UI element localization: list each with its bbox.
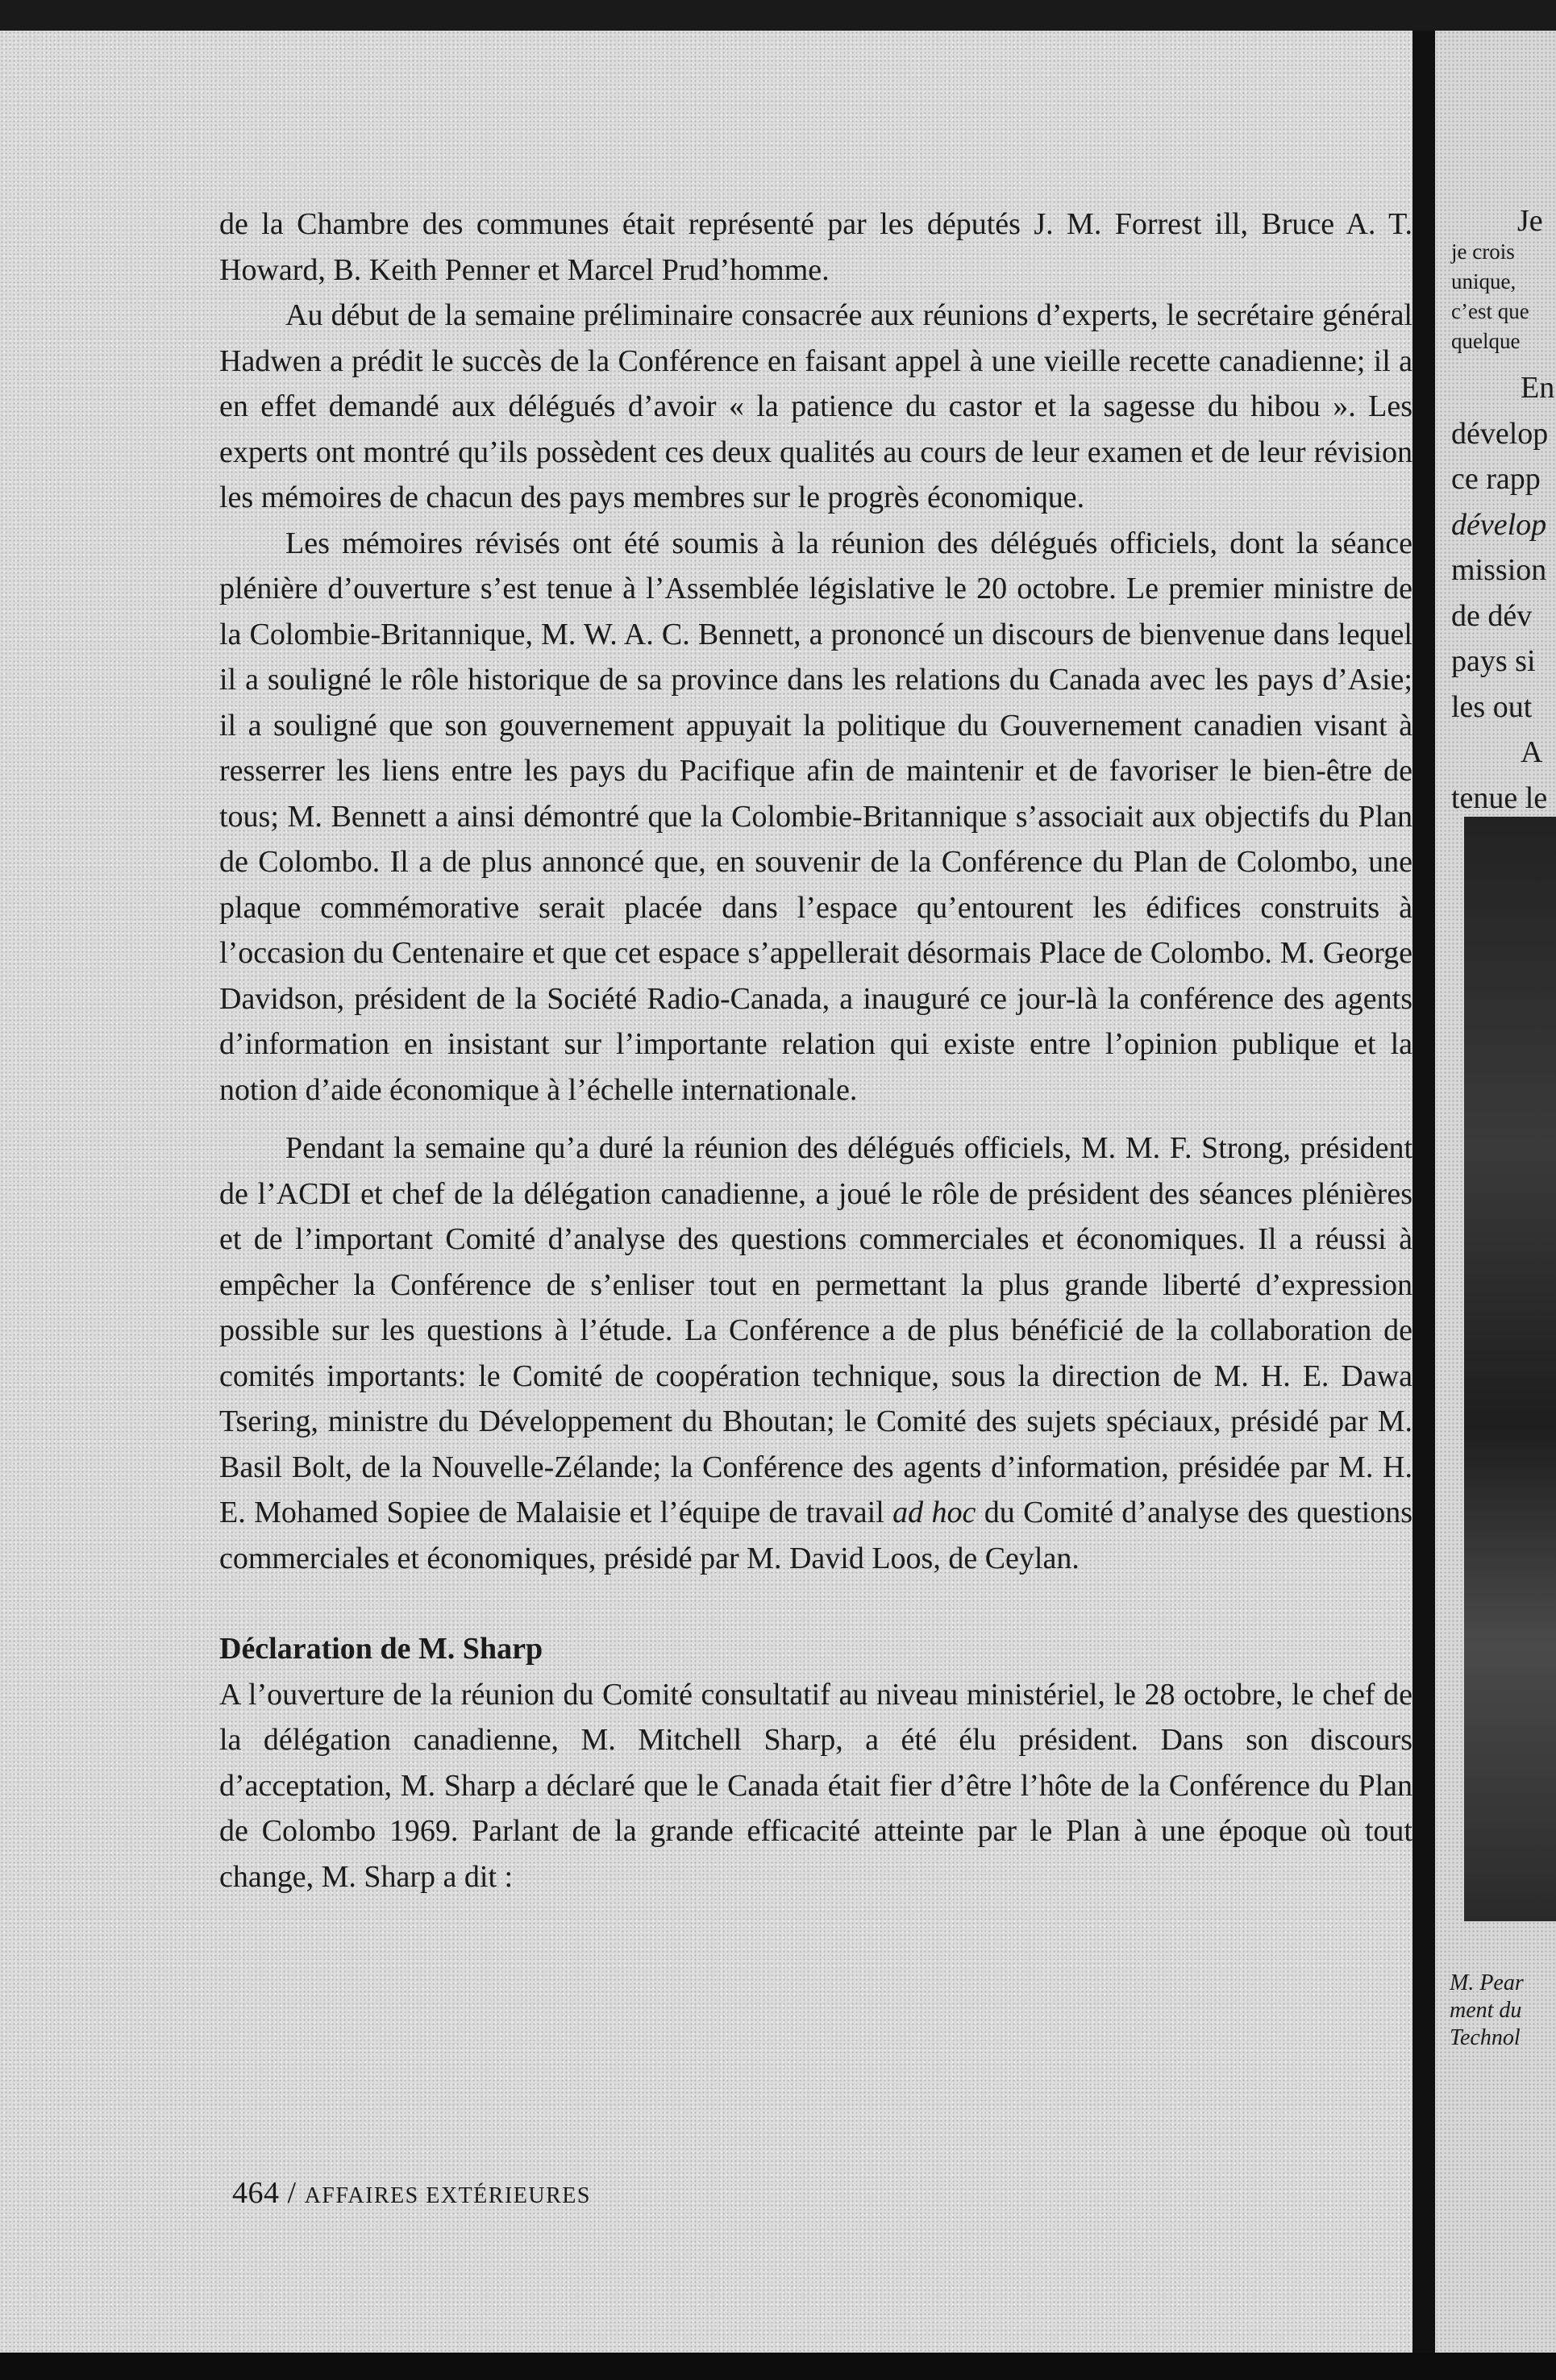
scanned-page-right xyxy=(1435,31,1556,2353)
page-number: 464 xyxy=(232,2176,280,2210)
next-page-line: je crois xyxy=(1451,239,1515,264)
next-page-line: pays si xyxy=(1451,644,1536,678)
scan-border-bottom xyxy=(0,2353,1556,2380)
caption-line: M. Pear xyxy=(1450,1970,1524,1995)
footer-separator: / xyxy=(287,2176,297,2210)
photo-fragment xyxy=(1464,817,1556,1921)
paragraph-1: de la Chambre des communes était représenté par les députés J. M. Forrest ill, Bruce A. T. Howard, B. Keith Penner et Marcel Prud’homme. xyxy=(219,207,1412,287)
next-page-line: tenue le xyxy=(1451,781,1548,815)
next-page-line: ce rapp xyxy=(1451,462,1541,496)
next-page-line: En xyxy=(1521,371,1555,405)
scanned-page-left xyxy=(0,31,1412,2353)
paragraph-2: Au début de la semaine préliminaire consacrée aux réunions d’experts, le secrétaire général Hadwen a prédit le succès de la Conférence en faisant appel à une vieille recette canadienne; il a en effet demandé aux délégués d’avoir « la patience du castor et la sagesse du hibou ». Les experts ont montré qu’ils possèdent ces deux qualités au cours de leur examen et de leur révision les mémoires de chacun des pays membres sur le progrès économique. xyxy=(219,298,1412,514)
next-page-line: quelque xyxy=(1451,329,1521,353)
next-page-line: unique, xyxy=(1451,269,1516,293)
next-page-line: de dév xyxy=(1451,599,1533,633)
paragraph-5: A l’ouverture de la réunion du Comité consultatif au niveau ministériel, le 28 octobre, le chef de la délégation canadienne, M. Mitchell Sharp, a été élu président. Dans son discours d’acceptation, M. Sharp a déclaré que le Canada était fier d’être l’hôte de la Conférence du Plan de Colombo 1969. Parlant de la grande efficacité atteinte par le Plan à une époque où tout change, M. Sharp a dit : xyxy=(219,1677,1412,1894)
next-page-line: Je xyxy=(1517,204,1543,238)
book-spine xyxy=(1412,31,1435,2353)
paragraph-4 xyxy=(219,1126,1412,1581)
journal-title: AFFAIRES EXTÉRIEURES xyxy=(304,2183,591,2208)
next-page-line: c’est que xyxy=(1451,299,1529,323)
article-body xyxy=(219,202,1412,1899)
next-page-line: A xyxy=(1521,735,1543,769)
paragraph-4-italic: ad hoc xyxy=(892,1496,976,1529)
section-heading: Déclaration de M. Sharp xyxy=(219,1632,543,1666)
paragraph-3: Les mémoires révisés ont été soumis à la réunion des délégués officiels, dont la séance plénière d’ouverture s’est tenue à l’Assemblée législative le 20 octobre. Le premier ministre de la Colombie-Britannique, M. W. A. C. Bennett, a prononcé un discours de bienvenue dans lequel il a souligné le rôle historique de sa province dans les relations du Canada avec les pays d’Asie; il a souligné que son gouvernement appuyait la politique du Gouvernement canadien visant à resserrer les liens entre les pays du Pacifique afin de maintenir et de favoriser le bien-être de tous; M. Bennett a ainsi démontré que la Colombie-Britannique s’associait aux objectifs du Plan de Colombo. Il a de plus annoncé que, en souvenir de la Conférence du Plan de Colombo, une plaque commémorative serait placée dans l’espace qu’entourent les édifices construits à l’occasion du Centenaire et que cet espace s’appellerait désormais Place de Colombo. M. George Davidson, président de la Société Radio-Canada, a inauguré ce jour-là la conférence des agents d’information en insistant sur l’importante relation qui existe entre l’opinion publique et la notion d’aide économique à l’échelle internationale. xyxy=(219,526,1412,1107)
photo-caption xyxy=(1450,1970,1524,2052)
next-page-line: les out xyxy=(1451,690,1533,724)
page-footer xyxy=(232,2175,591,2211)
next-page-line: mission xyxy=(1451,553,1547,587)
next-page-line: dévelop xyxy=(1451,417,1549,451)
caption-line: ment du xyxy=(1450,1998,1522,2023)
next-page-line: dévelop xyxy=(1451,508,1547,542)
paragraph-4-part-1: Pendant la semaine qu’a duré la réunion des délégués officiels, M. M. F. Strong, président de l’ACDI et chef de la délégation canadienne, a joué le rôle de président des séances plénières et de l’important Comité d’analyse des questions commerciales et économiques. Il a réussi à empêcher la Conférence de s’enliser tout en permettant la plus grande liberté d’expression possible sur les questions à l’étude. La Conférence a de plus bénéficié de la collaboration de comités importants: le Comité de coopération technique, sous la direction de M. H. E. Dawa Tsering, ministre du Développement du Bhoutan; le Comité des sujets spéciaux, présidé par M. Basil Bolt, de la Nouvelle-Zélande; la Conférence des agents d’information, présidée par M. H. E. Mohamed Sopiee de Malaisie et l’équipe de travail xyxy=(219,1131,1412,1529)
caption-line: Technol xyxy=(1450,2025,1521,2050)
paragraph-4-part-2: du Comité d’analyse des questions commerciales et économiques, présidé par M. David Loos, de Ceylan. xyxy=(219,1496,1412,1575)
